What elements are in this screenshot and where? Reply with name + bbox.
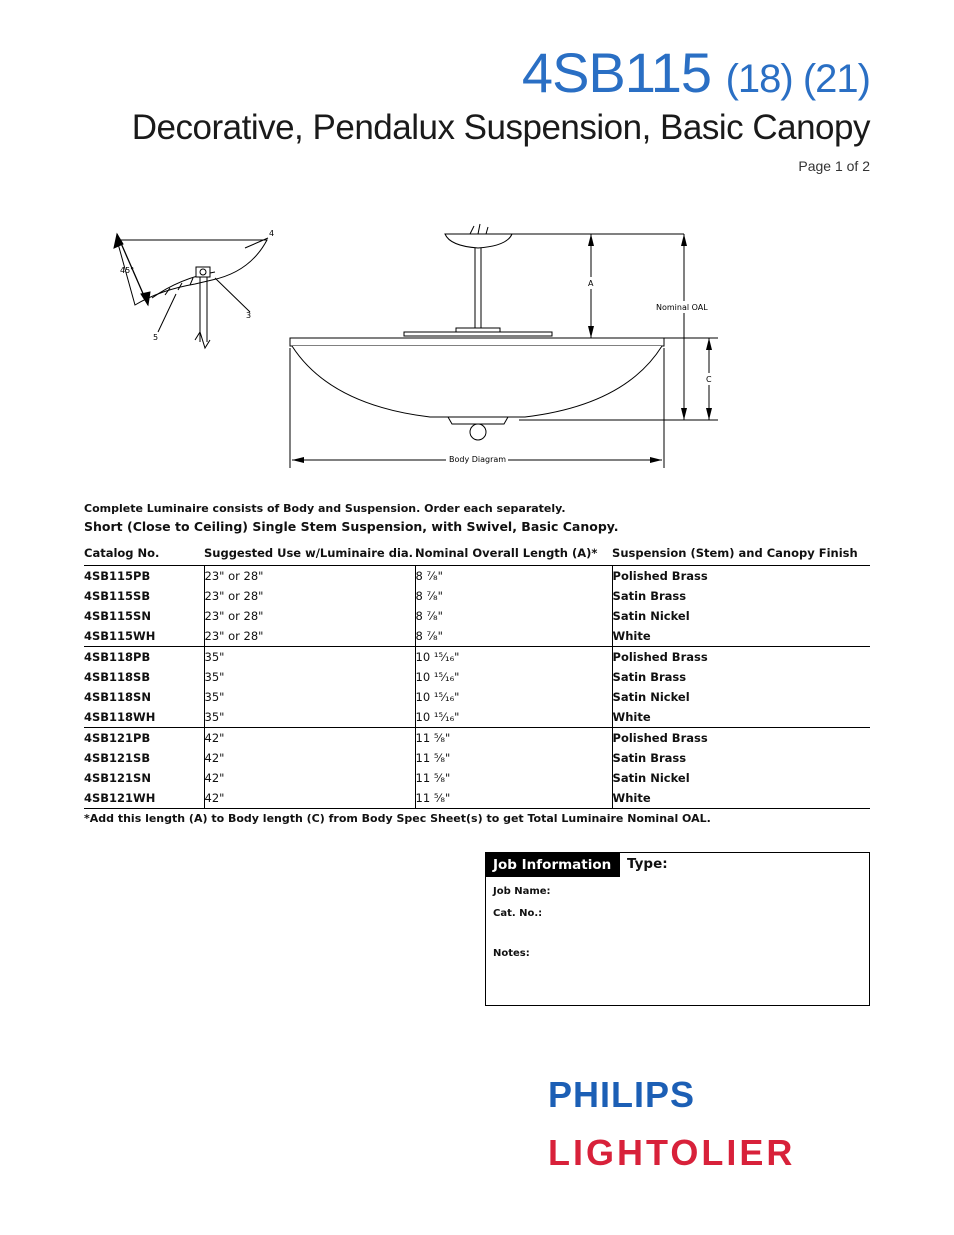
overall-length: 11 ⁵⁄₈" [415,768,612,788]
fixture-body [290,224,718,468]
callout-5: 5 [153,333,159,342]
overall-length: 11 ⁵⁄₈" [415,748,612,768]
model-number: 4SB115 [521,41,712,104]
table-row [84,667,870,687]
catalog-no: 4SB115SB [84,586,204,606]
dimension-c-label: C [706,375,712,384]
catalog-no: 4SB115PB [84,566,204,587]
callout-3: 3 [246,311,252,320]
catalog-no: 4SB118PB [84,647,204,668]
finish: Satin Nickel [612,609,690,623]
finish: Satin Nickel [612,690,690,704]
table-row [84,768,870,788]
catalog-no: 4SB118SB [84,667,204,687]
suggested-use: 35" [204,687,415,707]
catalog-no: 4SB121SB [84,748,204,768]
overall-length: 8 ⁷⁄₈" [415,566,612,587]
col-overall-length: Nominal Overall Length (A)* [415,542,612,566]
suggested-use: 23" or 28" [204,586,415,606]
job-information-box [485,852,870,1006]
finish: White [612,626,870,647]
cat-no-label: Cat. No.: [493,908,543,919]
finish: Satin Brass [612,670,687,684]
page-subtitle: Decorative, Pendalux Suspension, Basic Canopy [131,108,870,147]
model-variants: (18) (21) [725,57,870,101]
finish: Polished Brass [612,569,708,583]
overall-length: 8 ⁷⁄₈" [415,586,612,606]
suggested-use: 35" [204,707,415,728]
table-row [84,647,870,668]
overall-length: 8 ⁷⁄₈" [415,606,612,626]
table-row [84,728,870,749]
suggested-use: 23" or 28" [204,606,415,626]
catalog-table [84,542,870,809]
table-row [84,687,870,707]
suggested-use: 23" or 28" [204,566,415,587]
job-type-label: Type: [627,856,668,872]
overall-length: 10 ¹⁵⁄₁₆" [415,667,612,687]
suspension-note: Short (Close to Ceiling) Single Stem Suspension, with Swivel, Basic Canopy. [84,519,619,534]
overall-length: 8 ⁷⁄₈" [415,626,612,647]
table-row [84,566,870,587]
callout-4: 4 [269,229,275,238]
catalog-no: 4SB118WH [84,707,204,728]
finish: Polished Brass [612,650,708,664]
table-row [84,626,870,647]
nominal-oal-label: Nominal OAL [656,303,708,312]
lightolier-logo: LIGHTOLIER [548,1132,796,1173]
table-header-row [84,542,870,566]
overall-length: 11 ⁵⁄₈" [415,728,612,749]
catalog-no: 4SB121PB [84,728,204,749]
canopy-detail [114,234,268,348]
job-name-label: Job Name: [493,886,551,897]
notes-label: Notes: [493,948,530,959]
finish: Polished Brass [612,731,708,745]
catalog-no: 4SB118SN [84,687,204,707]
order-note: Complete Luminaire consists of Body and Suspension. Order each separately. [84,502,566,515]
catalog-no: 4SB121SN [84,768,204,788]
page-title [522,40,870,105]
catalog-no: 4SB115SN [84,606,204,626]
luminaire-diagram [0,220,954,475]
table-row [84,748,870,768]
overall-length: 10 ¹⁵⁄₁₆" [415,707,612,728]
col-finish: Suspension (Stem) and Canopy Finish [612,542,870,566]
catalog-no: 4SB115WH [84,626,204,647]
overall-length: 10 ¹⁵⁄₁₆" [415,687,612,707]
table-row [84,788,870,809]
table-footnote: *Add this length (A) to Body length (C) from Body Spec Sheet(s) to get Total Luminaire Nominal OAL. [84,812,711,825]
finish: White [612,788,870,809]
finish: Satin Brass [612,751,687,765]
finish: Satin Nickel [612,771,690,785]
dimension-a-label: A [588,279,594,288]
overall-length: 11 ⁵⁄₈" [415,788,612,809]
col-suggested-use: Suggested Use w/Luminaire dia. [204,542,415,566]
col-catalog-no: Catalog No. [84,542,204,566]
body-diagram-label: Body Diagram [449,455,507,464]
catalog-no: 4SB121WH [84,788,204,809]
suggested-use: 35" [204,667,415,687]
angle-label: 45° [120,266,135,275]
suggested-use: 23" or 28" [204,626,415,647]
suggested-use: 42" [204,788,415,809]
suggested-use: 42" [204,748,415,768]
finish: White [612,707,870,728]
philips-logo: PHILIPS [548,1074,696,1115]
suggested-use: 35" [204,647,415,668]
table-row [84,606,870,626]
suggested-use: 42" [204,768,415,788]
finish: Satin Brass [612,589,687,603]
job-information-header: Job Information [486,853,620,877]
table-row [84,586,870,606]
overall-length: 10 ¹⁵⁄₁₆" [415,647,612,668]
page-number: Page 1 of 2 [798,158,870,174]
suggested-use: 42" [204,728,415,749]
table-row [84,707,870,728]
